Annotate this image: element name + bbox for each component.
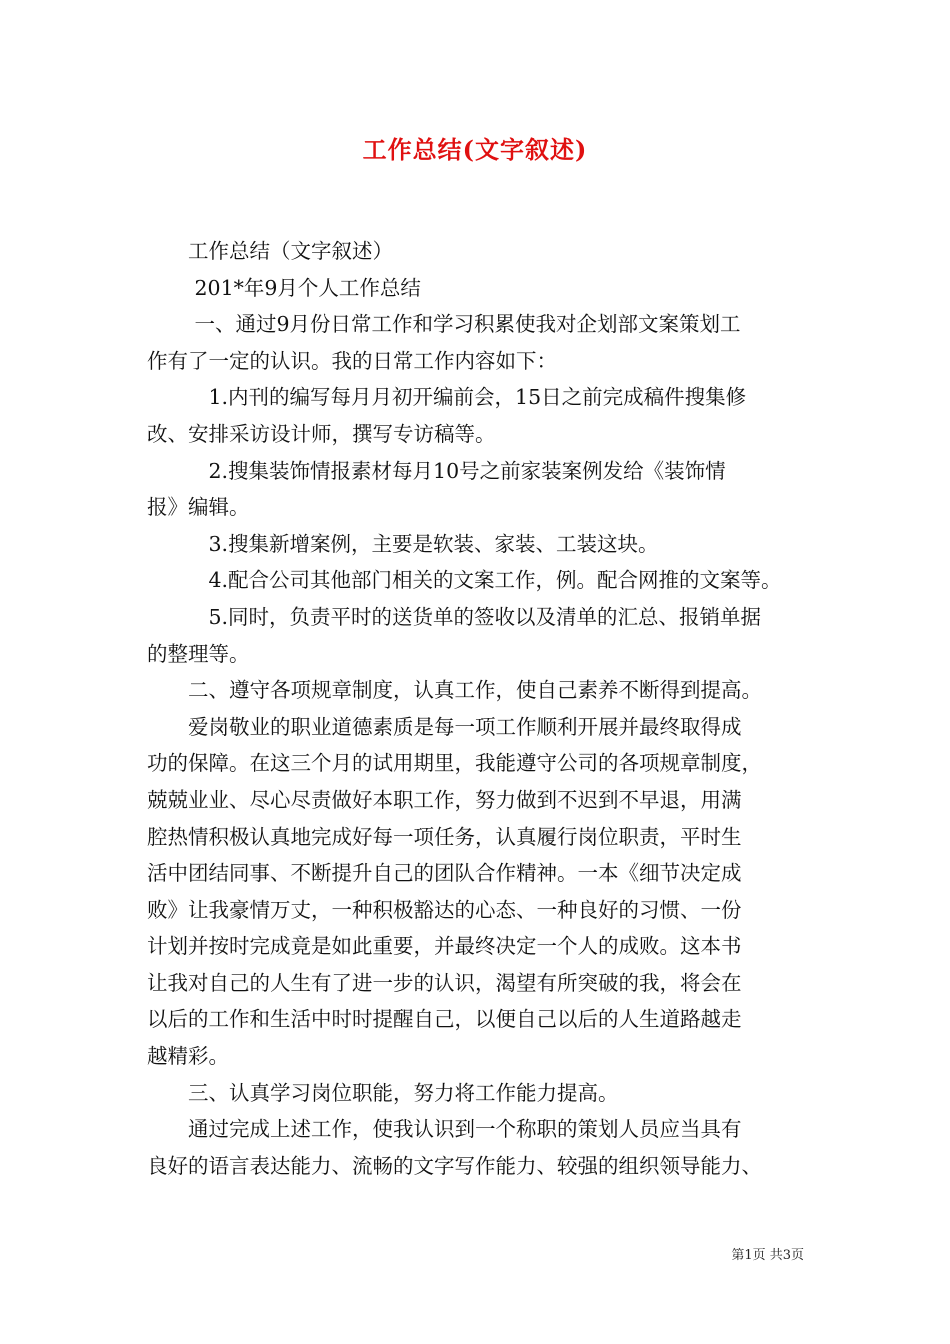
text-line: 201*年9月个人工作总结 bbox=[147, 275, 421, 300]
text-line: 良好的语言表达能力、流畅的文字写作能力、较强的组织领导能力、 bbox=[147, 1153, 762, 1178]
text-line: 败》让我豪情万丈，一种积极豁达的心态、一种良好的习惯、一份 bbox=[147, 897, 742, 922]
text-line: 三、认真学习岗位职能，努力将工作能力提高。 bbox=[147, 1080, 619, 1105]
text-line: 1.内刊的编写每月月初开编前会，15日之前完成稿件搜集修 bbox=[147, 385, 747, 410]
text-line: 越精彩。 bbox=[147, 1044, 229, 1069]
text-line: 报》编辑。 bbox=[147, 495, 250, 520]
text-line: 3.搜集新增案例，主要是软装、家装、工装这块。 bbox=[147, 531, 659, 556]
text-line: 以后的工作和生活中时时提醒自己，以便自己以后的人生道路越走 bbox=[147, 1007, 742, 1032]
text-line: 作有了一定的认识。我的日常工作内容如下： bbox=[147, 348, 557, 373]
text-line: 二、遵守各项规章制度，认真工作，使自己素养不断得到提高。 bbox=[147, 678, 762, 703]
text-line: 改、安排采访设计师，撰写专访稿等。 bbox=[147, 421, 496, 446]
text-line: 5.同时，负责平时的送货单的签收以及清单的汇总、报销单据 bbox=[147, 604, 762, 629]
document-title: 工作总结(文字叙述) bbox=[362, 135, 588, 164]
text-line: 的整理等。 bbox=[147, 641, 250, 666]
document-body bbox=[147, 233, 815, 1184]
text-line: 通过完成上述工作，使我认识到一个称职的策划人员应当具有 bbox=[147, 1117, 742, 1142]
text-line: 让我对自己的人生有了进一步的认识，渴望有所突破的我，将会在 bbox=[147, 970, 742, 995]
text-line: 爱岗敬业的职业道德素质是每一项工作顺利开展并最终取得成 bbox=[147, 714, 742, 739]
text-line: 工作总结（文字叙述） bbox=[147, 239, 393, 263]
text-line: 功的保障。在这三个月的试用期里，我能遵守公司的各项规章制度， bbox=[147, 751, 762, 776]
page-number: 第1页 共3页 bbox=[731, 1248, 804, 1263]
text-line: 活中团结同事、不断提升自己的团队合作精神。一本《细节决定成 bbox=[147, 861, 742, 886]
text-line: 兢兢业业、尽心尽责做好本职工作，努力做到不迟到不早退，用满 bbox=[147, 787, 742, 812]
text-line: 计划并按时完成竟是如此重要，并最终决定一个人的成败。这本书 bbox=[147, 934, 742, 959]
text-line: 腔热情积极认真地完成好每一项任务，认真履行岗位职责，平时生 bbox=[147, 824, 742, 849]
text-line: 2.搜集装饰情报素材每月10号之前家装案例发给《装饰情 bbox=[147, 458, 726, 483]
text-line: 一、通过9月份日常工作和学习积累使我对企划部文案策划工 bbox=[147, 312, 741, 337]
text-line: 4.配合公司其他部门相关的文案工作，例。配合网推的文案等。 bbox=[147, 568, 782, 593]
